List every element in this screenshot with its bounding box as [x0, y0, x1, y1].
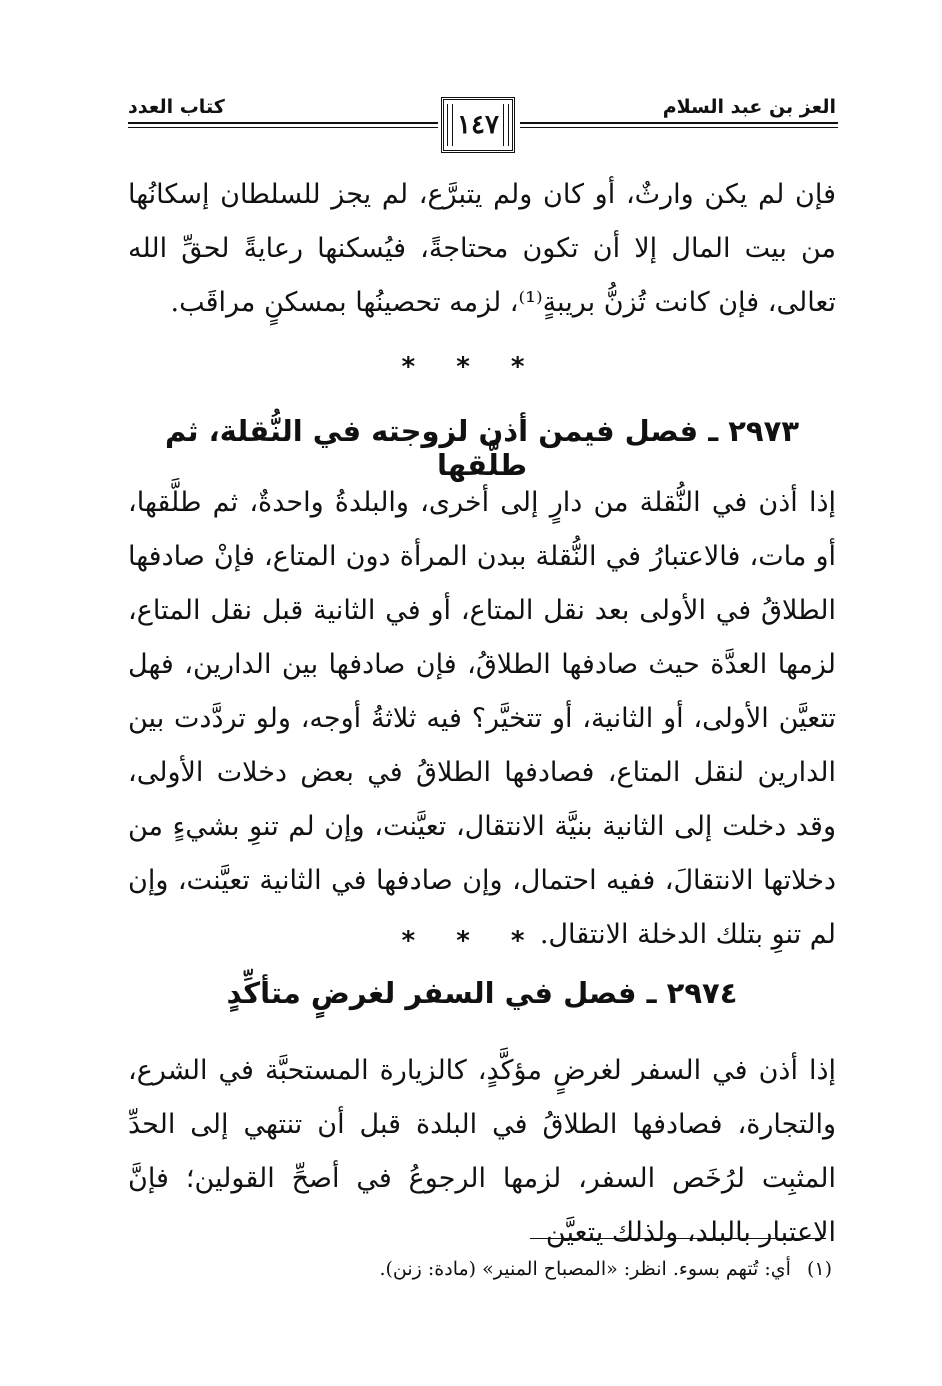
- running-header-author: العز بن عبد السلام: [662, 96, 836, 118]
- running-header-book-title: كتاب العدد: [128, 96, 225, 118]
- header-rule-right: [520, 122, 838, 124]
- footnote-separator: [530, 1238, 826, 1239]
- section-heading-2973: ٢٩٧٣ ـ فصل فيمن أذن لزوجته في النُّقلة، ثم طلَّقها: [164, 414, 800, 482]
- footnote: [379, 1254, 832, 1284]
- section-heading-2974: ٢٩٧٤ ـ فصل في السفر لغرضٍ متأكِّدٍ: [226, 976, 738, 1010]
- header-rule-left: [128, 122, 438, 124]
- header-rule-left-thin: [128, 127, 438, 128]
- page-number-frame: [441, 97, 515, 153]
- header-rule-right-thin: [520, 127, 838, 128]
- paragraph-continuation: فإن لم يكن وارثٌ، أو كان ولم يتبرَّع، لم يجز للسلطان إسكانُها من بيت المال إلا أن تكون محتاجةً، فيُسكنها رعايةً لحقِّ الله تعالى، فإن كانت تُزنُّ بريبةٍ⁽¹⁾، لزمه تحصينُها بمسكنٍ مراقَب.: [128, 179, 836, 318]
- section-separator: * * *: [401, 352, 541, 382]
- page-number: ١٤٧: [457, 110, 499, 140]
- footnote-number: (١): [806, 1258, 832, 1280]
- paragraph-section-2974: إذا أذن في السفر لغرضٍ مؤكَّدٍ، كالزيارة المستحبَّة في الشرع، والتجارة، فصادفها الطلاقُ في البلدة قبل أن تنتهي إلى الحدِّ المثبِت لرُخَص السفر، لزمها الرجوعُ في أصحِّ القولين؛ فإنَّ الاعتبار بالبلد، ولذلك يتعيَّن: [128, 1055, 836, 1248]
- section-separator: * * *: [401, 926, 541, 956]
- footnote-text: أي: تُتهم بسوء. انظر: «المصباح المنير» (مادة: زنن).: [379, 1258, 791, 1280]
- paragraph-section-2973: إذا أذن في النُّقلة من دارٍ إلى أخرى، والبلدةُ واحدةٌ، ثم طلَّقها، أو مات، فالاعتبارُ في النُّقلة ببدن المرأة دون المتاع، فإنْ صادفها الطلاقُ في الأولى بعد نقل المتاع، أو في الثانية قبل نقل المتاع، لزمها العدَّة حيث صادفها الطلاقُ، فإن صادفها بين الدارين، فهل تتعيَّن الأولى، أو الثانية، أو تتخيَّر؟ فيه ثلاثةُ أوجه، ولو تردَّدت بين الدارين لنقل المتاع، فصادفها الطلاقُ في بعض دخلات الأولى، وقد دخلت إلى الثانية بنيَّة الانتقال، تعيَّنت، وإن لم تنوِ بشيءٍ من دخلاتها الانتقالَ، ففيه احتمال، وإن صادفها في الثانية تعيَّنت، وإن لم تنوِ بتلك الدخلة الانتقال.: [128, 487, 836, 950]
